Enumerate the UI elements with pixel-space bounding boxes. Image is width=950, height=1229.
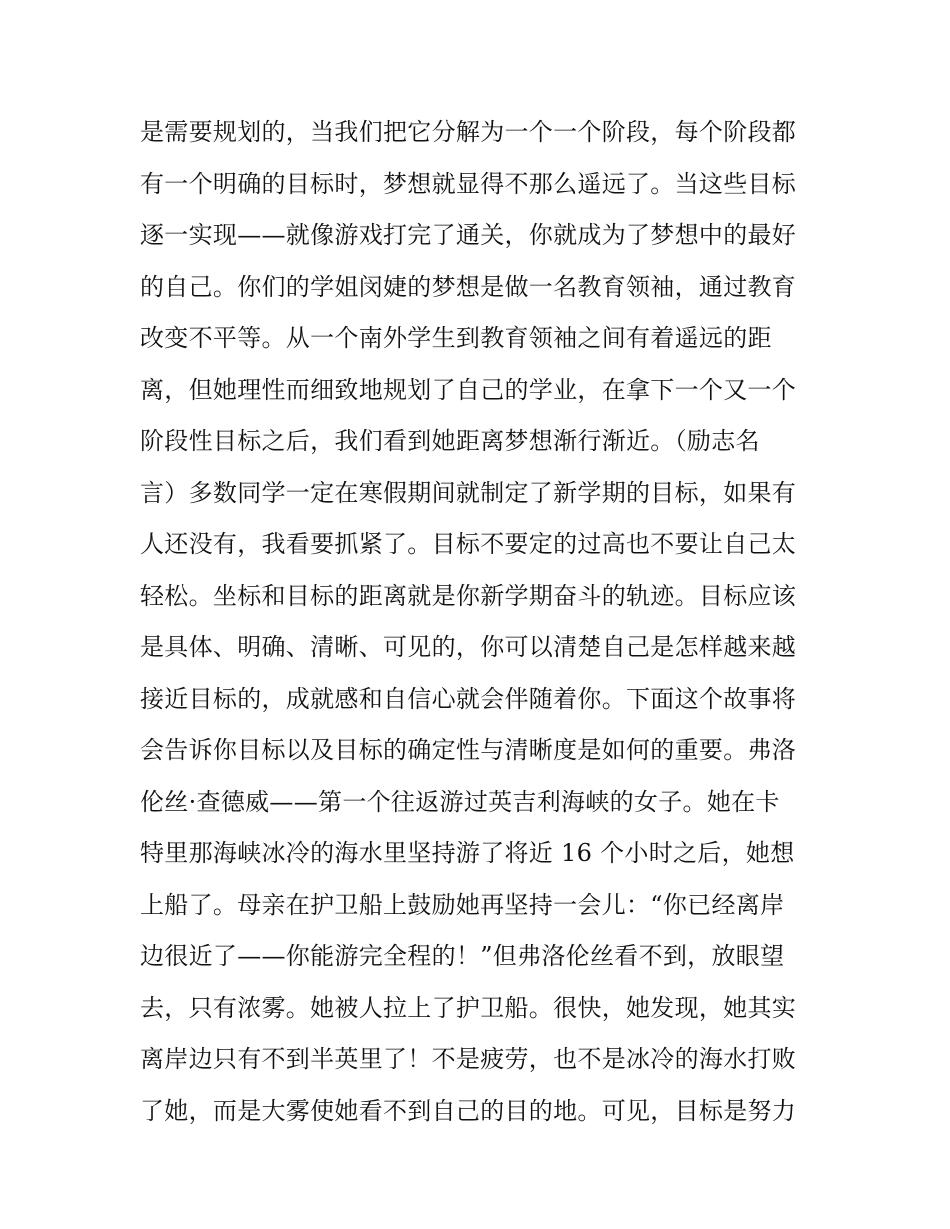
text-line: 的自己。你们的学姐闵婕的梦想是做一名教育领袖，通过教育 bbox=[140, 272, 797, 301]
text-line: 轻松。坐标和目标的距离就是你新学期奋斗的轨迹。目标应该 bbox=[140, 581, 797, 610]
body-text bbox=[140, 107, 820, 1137]
text-line: 接近目标的，成就感和自信心就会伴随着你。下面这个故事将 bbox=[140, 684, 797, 713]
text-line: 伦丝·查德威——第一个往返游过英吉利海峡的女子。她在卡 bbox=[140, 787, 780, 816]
text-line: 边很近了——你能游完全程的！”但弗洛伦丝看不到，放眼望 bbox=[140, 942, 785, 970]
text-line: 离，但她理性而细致地规划了自己的学业，在拿下一个又一个 bbox=[140, 375, 797, 404]
text-line: 言）多数同学一定在寒假期间就制定了新学期的目标，如果有 bbox=[140, 478, 797, 507]
text-line: 去，只有浓雾。她被人拉上了护卫船。很快，她发现，她其实 bbox=[140, 993, 797, 1022]
text-line: 逐一实现——就像游戏打完了通关，你就成为了梦想中的最好 bbox=[140, 221, 797, 249]
text-line: 阶段性目标之后，我们看到她距离梦想渐行渐近。（励志名 bbox=[140, 427, 760, 455]
text-line: 上船了。母亲在护卫船上鼓励她再坚持一会儿：“你已经离岸 bbox=[140, 890, 785, 919]
text-line: 了她，而是大雾使她看不到自己的目的地。可见，目标是努力 bbox=[140, 1096, 797, 1125]
text-line: 人还没有，我看要抓紧了。目标不要定的过高也不要让自己太 bbox=[140, 530, 797, 558]
text-line: 是需要规划的，当我们把它分解为一个一个阶段，每个阶段都 bbox=[140, 118, 797, 146]
text-line: 是具体、明确、清晰、可见的，你可以清楚自己是怎样越来越 bbox=[140, 633, 797, 661]
text-line: 会告诉你目标以及目标的确定性与清晰度是如何的重要。弗洛 bbox=[140, 736, 797, 764]
text-line: 改变不平等。从一个南外学生到教育领袖之间有着遥远的距 bbox=[140, 324, 772, 352]
text-line: 有一个明确的目标时，梦想就显得不那么遥远了。当这些目标 bbox=[140, 169, 797, 198]
text-line: 离岸边只有不到半英里了！不是疲劳，也不是冰冷的海水打败 bbox=[140, 1045, 797, 1073]
text-line: 特里那海峡冰冷的海水里坚持游了将近 16 个小时之后，她想 bbox=[140, 839, 795, 867]
